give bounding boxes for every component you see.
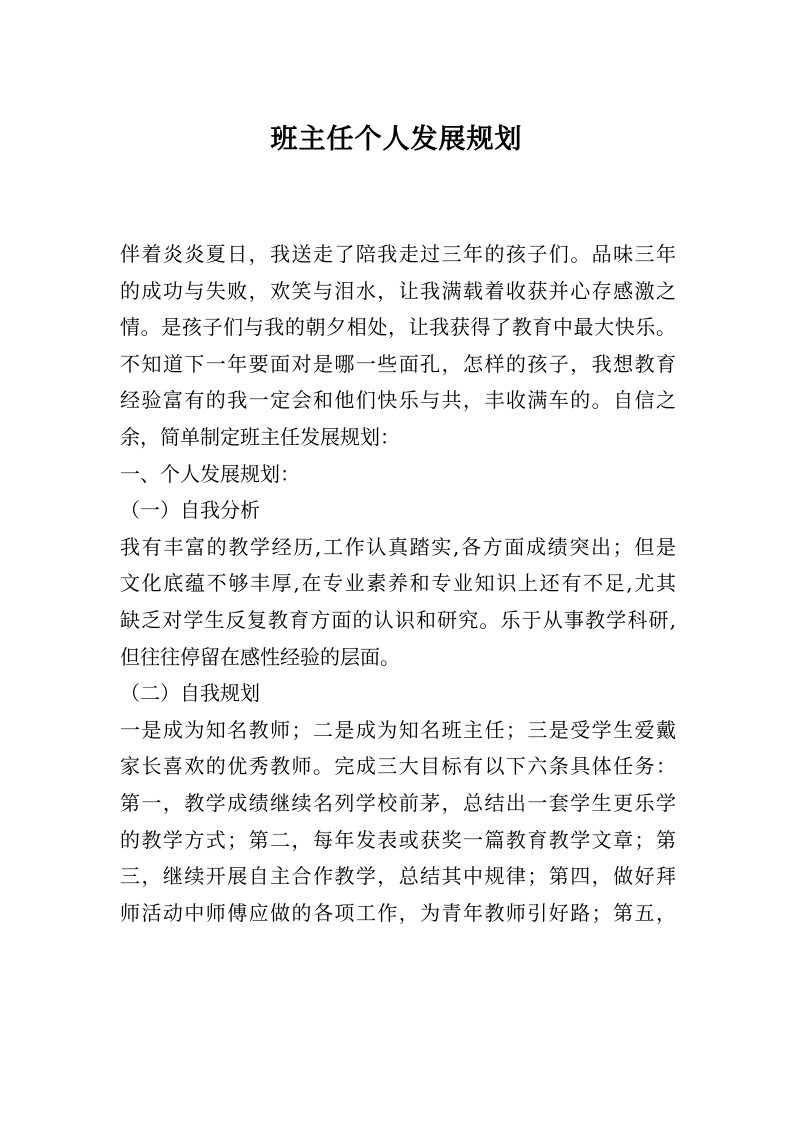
paragraph-line: 不知道下一年要面对是哪一些面孔，怎样的孩子，我想教育 [120,351,676,376]
paragraph-line: 缺乏对学生反复教育方面的认识和研究。乐于从事教学科研, [120,607,676,632]
paragraph-line: （一）自我分析 [120,498,260,523]
paragraph-line: 但往往停留在感性经验的层面。 [120,644,400,669]
paragraph-line: 第一，教学成绩继续名列学校前茅，总结出一套学生更乐学 [120,790,676,815]
paragraph-line: 家长喜欢的优秀教师。完成三大目标有以下六条具体任务： [120,754,676,779]
paragraph-line: 三，继续开展自主合作教学，总结其中规律；第四，做好拜 [120,864,676,889]
paragraph-line: 师活动中师傅应做的各项工作，为青年教师引好路；第五， [120,900,676,925]
paragraph-line: 伴着炎炎夏日，我送走了陪我走过三年的孩子们。品味三年 [120,242,676,266]
paragraph-line: 的成功与失败，欢笑与泪水，让我满载着收获并心存感激之 [120,278,676,303]
paragraph-line: 一是成为知名教师；二是成为知名班主任；三是受学生爱戴 [120,717,676,742]
document-title: 班主任个人发展规划 [270,124,523,155]
paragraph-line: （二）自我规划 [120,681,260,706]
paragraph-line: 一、个人发展规划： [120,461,300,486]
paragraph-line: 余，简单制定班主任发展规划： [120,424,400,449]
paragraph-line: 情。是孩子们与我的朝夕相处，让我获得了教育中最大快乐。 [120,315,676,340]
paragraph-line: 经验富有的我一定会和他们快乐与共，丰收满车的。自信之 [120,388,676,413]
paragraph-line: 我有丰富的教学经历,工作认真踏实,各方面成绩突出；但是 [120,534,676,559]
paragraph-line: 的教学方式；第二，每年发表或获奖一篇教育教学文章；第 [120,827,676,852]
paragraph-line: 文化底蕴不够丰厚,在专业素养和专业知识上还有不足,尤其 [120,571,676,596]
document-body [120,236,676,931]
